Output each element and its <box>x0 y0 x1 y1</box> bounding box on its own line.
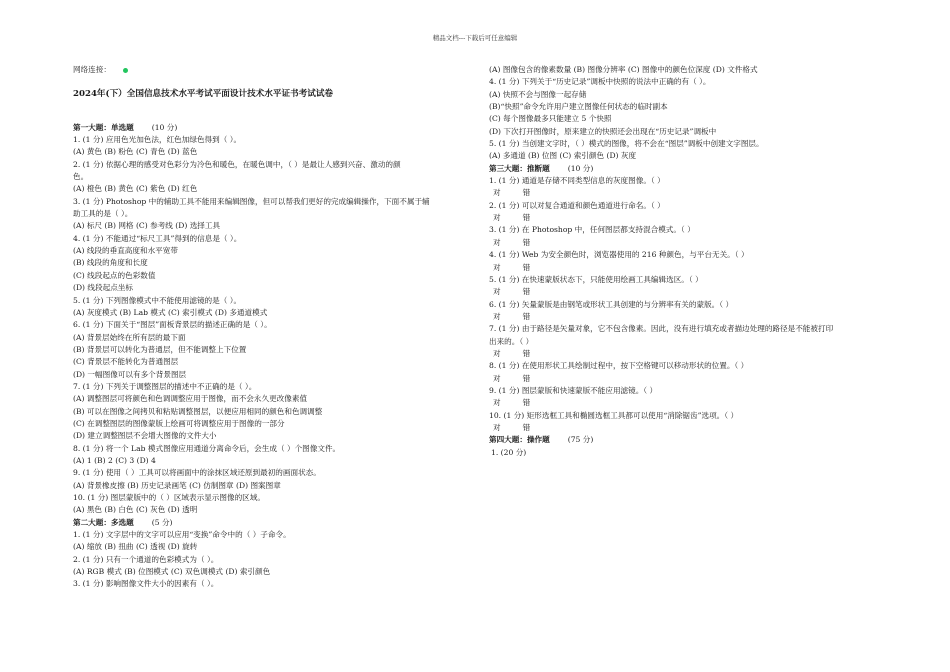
question-line: 色。 <box>73 172 89 182</box>
question-line: (B) 背景层可以转化为普通层，但不能调整上下位置 <box>73 344 247 354</box>
operation-question-1: 1. (20 分) <box>491 447 527 457</box>
question-line: (D) 下次打开图像时，原来建立的快照还会出现在“历史记录”调板中 <box>489 126 717 136</box>
question-line: (D) 线段起点坐标 <box>73 283 133 293</box>
answer-false[interactable]: 错 <box>522 237 531 247</box>
answer-true[interactable]: 对 <box>493 262 501 272</box>
judge-question: 5. (1 分) 在快速蒙版状态下，只能使用绘画工具编辑选区。（ ） <box>489 274 703 284</box>
answer-true[interactable]: 对 <box>493 398 501 408</box>
question-line: (A) 线段的垂直高度和水平宽带 <box>73 246 178 256</box>
judge-question: 7. (1 分) 由于路径是矢量对象，它不包含像素。因此，没有进行填充或者描边处理的路径是不能被打印 <box>489 324 834 334</box>
answer-false[interactable]: 错 <box>522 188 531 198</box>
question-line: 9. (1 分) 使用（ ）工具可以将画面中的涂抹区域还原到最初的画面状态。 <box>73 468 321 478</box>
question-line: 6. (1 分) 下面关于“图层”面板背景层的描述正确的是（ ）。 <box>73 320 272 330</box>
network-label: 网络连接： <box>73 65 111 74</box>
question-line: (A) 1 (B) 2 (C) 3 (D) 4 <box>73 455 156 465</box>
question-line: (B) 可以在图像之间拷贝和粘贴调整图层，以便应用相同的颜色和色调调整 <box>73 406 323 416</box>
status-dot-icon <box>123 68 128 73</box>
question-line: (A) 橙色 (B) 黄色 (C) 紫色 (D) 红色 <box>73 184 198 194</box>
answer-false[interactable]: 错 <box>522 311 531 321</box>
answer-true[interactable]: 对 <box>493 213 501 223</box>
answer-false[interactable]: 错 <box>522 348 531 358</box>
question-line: (B) 线段的角度和长度 <box>73 258 148 268</box>
judge-question: 9. (1 分) 图层蒙版和快速蒙版不能应用滤镜。（ ） <box>489 385 658 395</box>
answer-false[interactable]: 错 <box>522 262 531 272</box>
question-line: 3. (1 分) Photoshop 中的辅助工具不能用来编辑图像，但可以帮我们更好的完成编辑操作，下面不属于辅 <box>73 196 430 206</box>
judge-question: 6. (1 分) 矢量蒙版是由钢笔或形状工具创建的与分辨率有关的蒙版。（ ） <box>489 299 734 309</box>
question-line: (A) 图像包含的像素数量 (B) 图像分辨率 (C) 图像中的颜色位深度 (D) 文件格式 <box>489 65 758 74</box>
answer-true[interactable]: 对 <box>493 237 501 247</box>
question-line: 助工具的是（ ）。 <box>73 209 133 219</box>
question-line: 10. (1 分) 图层蒙版中的（ ）区域表示显示图像的区域。 <box>73 493 265 502</box>
judge-question: 出来的。（ ） <box>489 336 534 346</box>
section-4-heading: 第四大题：操作题 (75 分) <box>489 435 594 445</box>
answer-false[interactable]: 错 <box>522 213 531 223</box>
answer-options <box>489 311 881 323</box>
answer-options <box>489 212 881 224</box>
question-line: 8. (1 分) 将一个 Lab 模式图像应用通道分离命令后，会生成（ ）个图像文件。 <box>73 443 341 453</box>
answer-true[interactable]: 对 <box>493 348 501 358</box>
answer-options <box>489 286 881 298</box>
section-3-heading: 第三大题：推断题 (10 分) <box>489 163 594 173</box>
judge-question: 2. (1 分) 可以对复合通道和颜色通道进行命名。（ ） <box>489 200 665 210</box>
answer-options <box>489 373 881 385</box>
question-line: 5. (1 分) 下列图像模式中不能使用滤镜的是（ ）。 <box>73 295 242 305</box>
question-line: 1. (1 分) 应用色光加色法，红色加绿色得到（ ）。 <box>73 135 242 145</box>
left-column <box>73 64 465 591</box>
page-header: 精品文档---下载后可任意编辑 <box>432 34 518 42</box>
answer-true[interactable]: 对 <box>493 373 501 383</box>
question-line: 2. (1 分) 依据心理的感受对色彩分为冷色和暖色，在暖色调中，（ ）是最让人感到兴奋、激动的颜 <box>73 159 401 169</box>
question-line: 5. (1 分) 当创建文字时，（ ）模式的图像，将不会在“图层”调板中创建文字图层。 <box>489 139 764 149</box>
question-line: (A) RGB 模式 (B) 位图模式 (C) 双色调模式 (D) 索引颜色 <box>73 567 271 577</box>
question-line: (C) 线段起点的色彩数值 <box>73 270 156 280</box>
answer-false[interactable]: 错 <box>522 398 531 408</box>
section-3-questions <box>489 175 881 434</box>
judge-question: 3. (1 分) 在 Photoshop 中，任何图层都支持混合模式。（ ） <box>489 225 695 235</box>
answer-options <box>489 187 881 199</box>
answer-options <box>489 397 881 409</box>
section-2-questions-cont <box>489 64 881 163</box>
question-line: 1. (1 分) 文字层中的文字可以应用“变换”命令中的（ ）子命令。 <box>73 530 291 540</box>
section-1-questions <box>73 134 465 517</box>
section-1-heading: 第一大题：单选题 (10 分) <box>73 122 178 132</box>
judge-question: 4. (1 分) Web 为安全颜色时，浏览器使用的 216 种颜色，与平台无关。（ ） <box>489 250 749 260</box>
question-line: (A) 背景层始终在所有层的最下面 <box>73 332 186 342</box>
judge-question: 10. (1 分) 矩形选框工具和椭圆选框工具都可以使用“消除锯齿”选项。（ ） <box>489 410 739 420</box>
question-line: (A) 背景橡皮擦 (B) 历史记录画笔 (C) 仿制图章 (D) 图案图章 <box>73 480 281 490</box>
network-status <box>73 64 465 76</box>
question-line: (A) 黄色 (B) 粉色 (C) 青色 (D) 蓝色 <box>73 147 198 157</box>
question-line: 2. (1 分) 只有一个通道的色彩模式为（ ）。 <box>73 554 219 564</box>
question-line: (A) 多通道 (B) 位图 (C) 索引颜色 (D) 灰度 <box>489 151 637 161</box>
question-line: (A) 调整图层可将颜色和色调调整应用于图像，而不会永久更改像素值 <box>73 394 308 404</box>
answer-true[interactable]: 对 <box>493 311 501 321</box>
exam-title: 2024年(下）全国信息技术水平考试平面设计技术水平证书考试试卷 <box>73 89 334 100</box>
question-line: 3. (1 分) 影响图像文件大小的因素有（ ）。 <box>73 579 219 589</box>
question-line: (A) 标尺 (B) 网格 (C) 参考线 (D) 选择工具 <box>73 221 221 231</box>
question-line: 4. (1 分) 下列关于“历史记录”调板中快照的说法中正确的有（ ）。 <box>489 77 711 87</box>
question-line: (C) 在调整图层的图像蒙版上绘画可将调整应用于图像的一部分 <box>73 418 285 428</box>
answer-true[interactable]: 对 <box>493 188 501 198</box>
question-line: 7. (1 分) 下列关于调整图层的描述中不正确的是（ ）。 <box>73 381 257 391</box>
answer-options <box>489 348 881 360</box>
section-2-questions <box>73 529 465 591</box>
question-line: (B)“快照”命令允许用户建立图像任何状态的临时副本 <box>489 102 668 112</box>
question-line: (A) 快照不会与图像一起存储 <box>489 89 587 99</box>
question-line: (C) 每个图像最多只能建立 5 个快照 <box>489 114 612 124</box>
question-line: 4. (1 分) 不能通过“标尺工具”得到的信息是（ ）。 <box>73 233 242 243</box>
answer-options <box>489 422 881 434</box>
answer-false[interactable]: 错 <box>522 373 531 383</box>
question-line: (A) 灰度模式 (B) Lab 模式 (C) 索引模式 (D) 多通道模式 <box>73 307 268 317</box>
answer-options <box>489 237 881 249</box>
question-line: (A) 黑色 (B) 白色 (C) 灰色 (D) 透明 <box>73 505 198 515</box>
question-line: (D) 一幅图像可以有多个背景图层 <box>73 369 187 379</box>
answer-true[interactable]: 对 <box>493 287 501 297</box>
right-column <box>489 64 881 459</box>
question-line: (C) 背景层不能转化为普通图层 <box>73 357 179 367</box>
answer-false[interactable]: 错 <box>522 422 531 432</box>
answer-false[interactable]: 错 <box>522 287 531 297</box>
answer-options <box>489 262 881 274</box>
question-line: (D) 建立调整图层不会增大图像的文件大小 <box>73 431 217 441</box>
section-2-heading: 第二大题：多选题 (5 分) <box>73 517 173 527</box>
answer-true[interactable]: 对 <box>493 422 501 432</box>
judge-question: 1. (1 分) 通道是存储不同类型信息的灰度图像。（ ） <box>489 176 665 186</box>
question-line: (A) 缩放 (B) 扭曲 (C) 透视 (D) 旋转 <box>73 542 198 552</box>
judge-question: 8. (1 分) 在使用形状工具绘制过程中，按下空格键可以移动形状的位置。（ ） <box>489 361 749 371</box>
